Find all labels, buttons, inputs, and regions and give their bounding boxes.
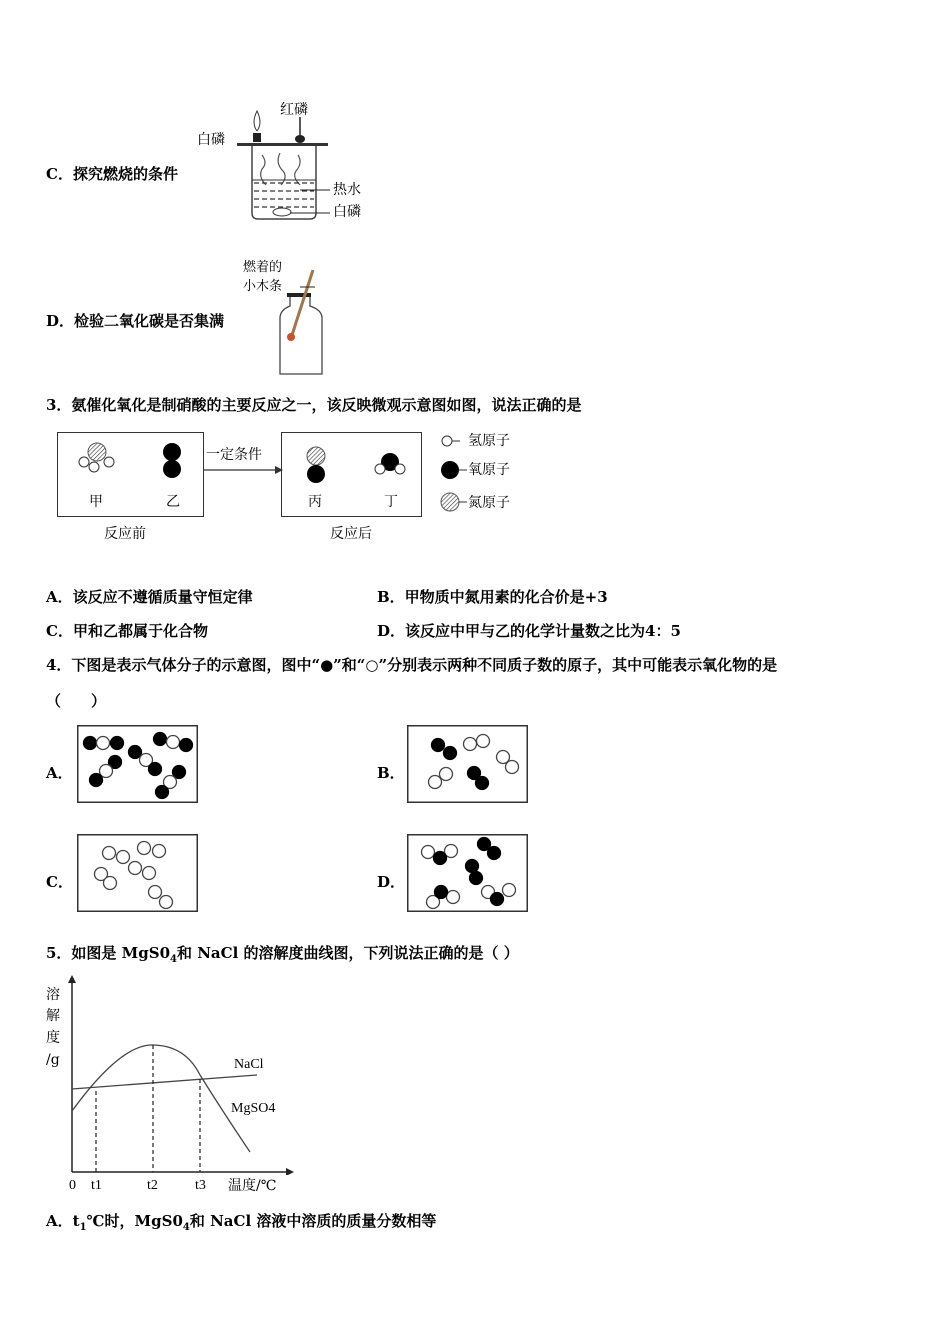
black-atom [111, 737, 124, 750]
legend-oxygen: 氧原子 [468, 462, 510, 478]
q3-option-c: C．甲和乙都属于化合物 [46, 622, 208, 640]
q4-option-c-figure [77, 834, 198, 912]
black-atom [444, 747, 457, 760]
white-atom [104, 877, 117, 890]
stick-label-line2: 小木条 [243, 279, 283, 294]
molecule-box-border [78, 726, 198, 803]
white-atom [477, 735, 490, 748]
q5-option-a: A．$t_1℃$时，$MgS0_4$和 NaCl 溶液中溶质的质量分数相等 [46, 1212, 437, 1233]
q4-option-a-label: A． [46, 764, 73, 782]
legend-hydrogen: 氢原子 [468, 433, 510, 449]
molecule-yi-label: 乙 [166, 494, 180, 510]
y-label-3: 度 [46, 1030, 60, 1046]
q4-option-c-label: C． [46, 873, 73, 891]
red-phosphorus-label: 红磷 [280, 102, 308, 118]
q3-question: 3．氨催化氧化是制硝酸的主要反应之一，该反映微观示意图如图，说法正确的是 [46, 396, 582, 414]
after-reaction-label: 反应后 [330, 526, 372, 542]
black-atom [90, 774, 103, 787]
white-atom [129, 862, 142, 875]
black-atom [84, 737, 97, 750]
mgso4-label: MgSO4 [231, 1101, 276, 1116]
before-reaction-label: 反应前 [104, 526, 146, 542]
black-atom [434, 852, 447, 865]
reaction-molecules-figure [57, 432, 537, 517]
y-label-2: 解 [46, 1008, 60, 1024]
solubility-chart [40, 975, 310, 1175]
y-label-4: /g [46, 1052, 60, 1068]
mgso4-curve [72, 1045, 250, 1152]
q4-answer-blank: （ ） [46, 692, 107, 710]
white-atom [143, 867, 156, 880]
white-atom [153, 845, 166, 858]
tick-t2: t2 [147, 1178, 158, 1193]
q3-option-b: B．甲物质中氮用素的化合价是+3 [377, 588, 608, 606]
white-atom [97, 737, 110, 750]
black-atom [180, 739, 193, 752]
q3-option-a: A．该反应不遵循质量守恒定律 [46, 588, 253, 606]
hot-water-label: 热水 [333, 182, 361, 198]
q4-option-d-label: D． [377, 873, 406, 891]
white-phosphorus-label: 白磷 [197, 132, 225, 148]
white-atom [117, 851, 130, 864]
molecule-ding-label: 丁 [384, 494, 398, 510]
white-atom [429, 776, 442, 789]
white-atom [506, 761, 519, 774]
black-atom [156, 786, 169, 799]
black-atom [476, 777, 489, 790]
white-atom [167, 736, 180, 749]
q4-option-b-figure [407, 725, 528, 803]
black-atom [470, 872, 483, 885]
black-atom [129, 746, 142, 759]
reaction-condition-label: 一定条件 [206, 447, 262, 463]
white-atom [503, 884, 516, 897]
black-atom [491, 893, 504, 906]
black-atom [432, 739, 445, 752]
molecule-jia-label: 甲 [89, 494, 103, 510]
y-label-1: 溶 [46, 987, 60, 1003]
black-atom [154, 733, 167, 746]
white-atom [422, 846, 435, 859]
nacl-label: NaCl [234, 1057, 264, 1072]
white-atom [138, 842, 151, 855]
tick-t3: t3 [195, 1178, 206, 1193]
option-d-label: D．检验二氧化碳是否集满 [46, 312, 225, 330]
q4-question: 4．下图是表示气体分子的示意图，图中“●”和“○”分别表示两种不同质子数的原子，其中可能表示氧化物的是 [46, 656, 778, 674]
black-atom [149, 763, 162, 776]
black-atom [435, 886, 448, 899]
q5-question: 5．如图是 $MgS0_4$和 NaCl 的溶解度曲线图，下列说法正确的是（ ） [46, 944, 519, 965]
white-phosphorus-water-label: 白磷 [333, 204, 361, 220]
white-atom [160, 896, 173, 909]
q4-option-d-figure [407, 834, 528, 912]
q3-option-d: D．该反应中甲与乙的化学计量数之比为4：5 [377, 622, 681, 640]
tick-t1: t1 [91, 1178, 102, 1193]
black-atom [488, 847, 501, 860]
q4-option-b-label: B． [377, 764, 405, 782]
white-atom [103, 847, 116, 860]
white-atom [447, 891, 460, 904]
x-axis-label: 温度/℃ [228, 1178, 277, 1194]
white-atom [464, 738, 477, 751]
gas-jar-figure [260, 260, 340, 380]
stick-label-line1: 燃着的 [243, 260, 283, 275]
option-c-label: C．探究燃烧的条件 [46, 165, 178, 183]
white-atom [149, 886, 162, 899]
q4-option-a-figure [77, 725, 198, 803]
legend-nitrogen: 氮原子 [468, 495, 510, 511]
black-atom [466, 860, 479, 873]
white-atom [440, 768, 453, 781]
molecule-bing-label: 丙 [308, 494, 322, 510]
origin-label: 0 [69, 1178, 76, 1193]
